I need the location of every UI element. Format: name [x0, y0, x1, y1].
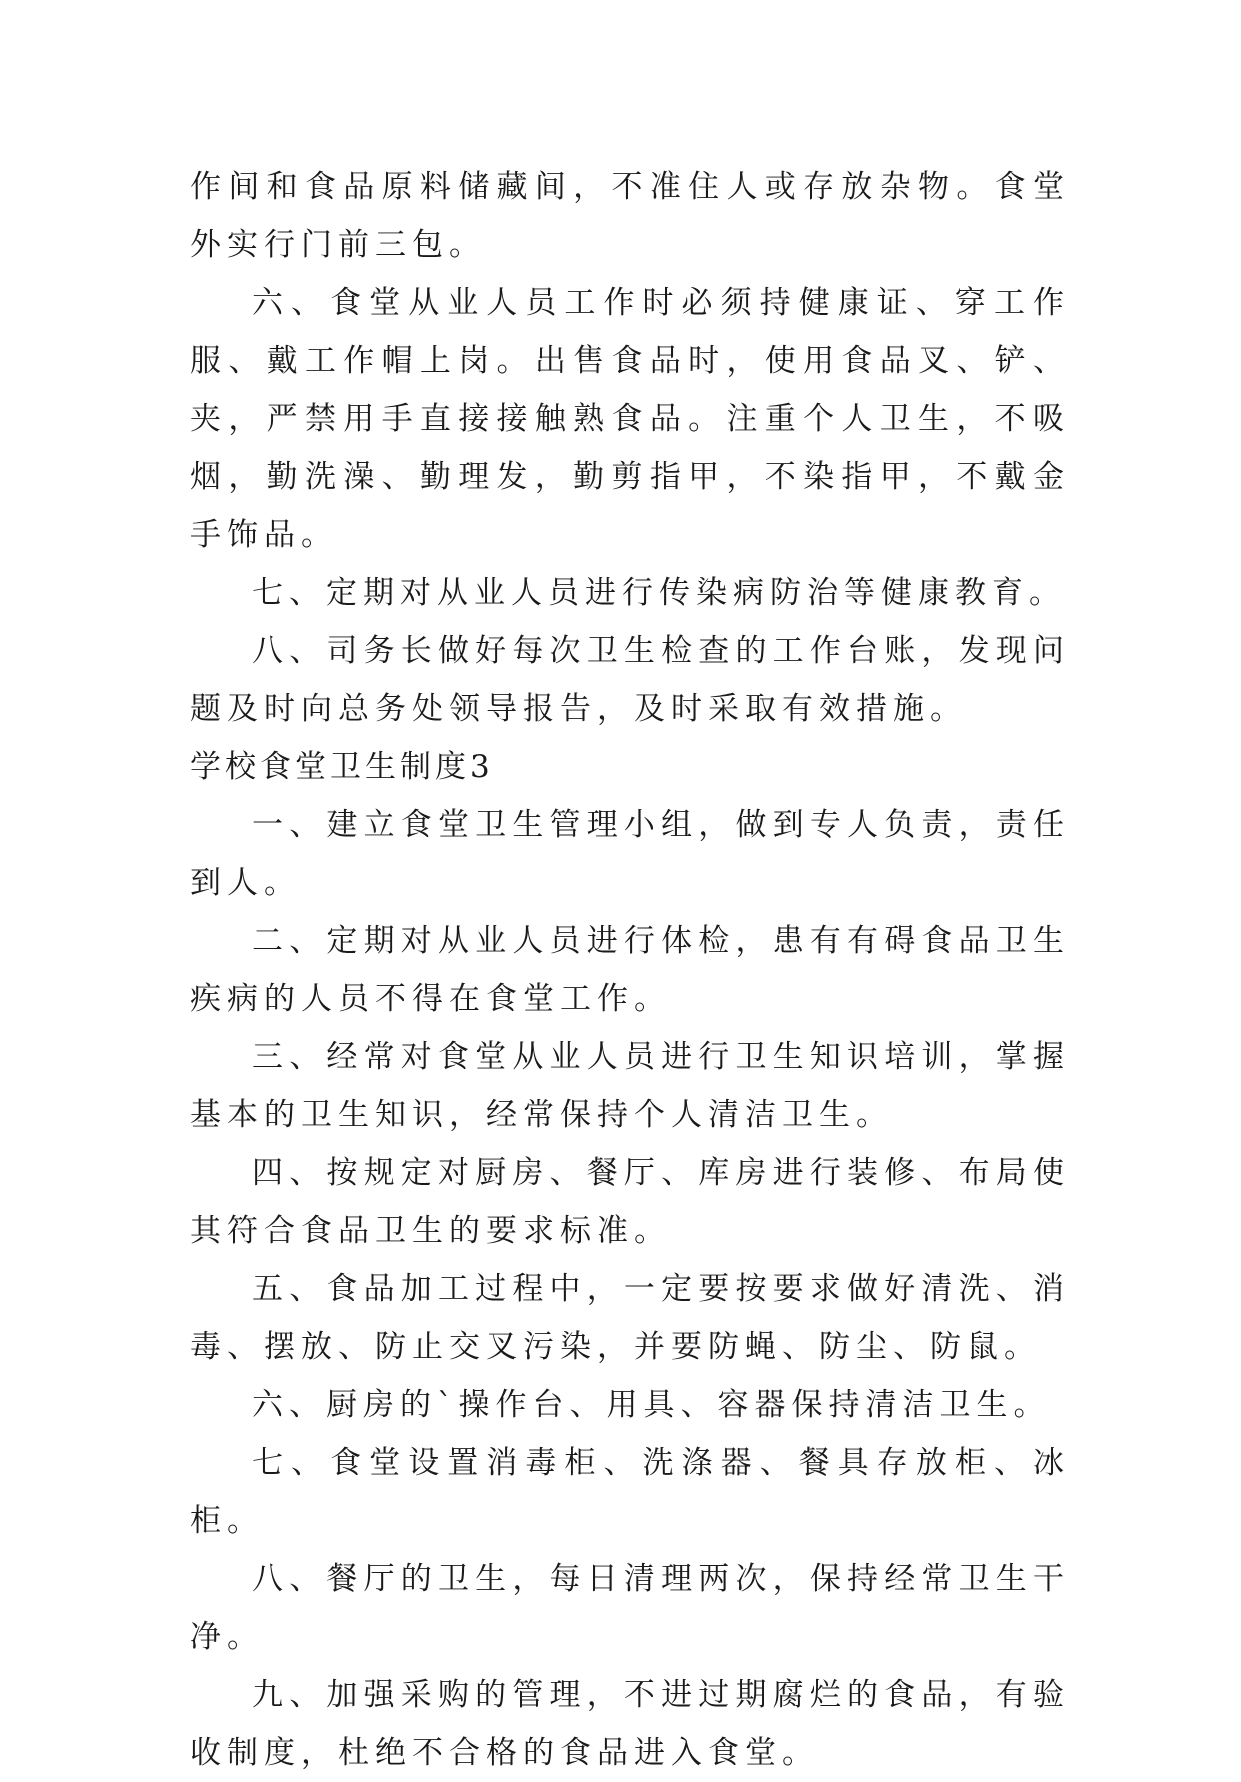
section-title: 学校食堂卫生制度3	[190, 749, 494, 785]
paragraph-continuation: 作间和食品原料储藏间，不准住人或存放杂物。食堂外实行门前三包。	[190, 169, 1070, 263]
section-rule-7: 七、食堂设置消毒柜、洗涤器、餐具存放柜、冰柜。	[190, 1445, 1070, 1539]
section-rule-5: 五、食品加工过程中，一定要按要求做好清洗、消毒、摆放、防止交叉污染，并要防蝇、防尘、防鼠。	[190, 1271, 1070, 1365]
paragraph-rule-6: 六、食堂从业人员工作时必须持健康证、穿工作服、戴工作帽上岗。出售食品时，使用食品叉、铲、夹，严禁用手直接接触熟食品。注重个人卫生，不吸烟，勤洗澡、勤理发，勤剪指甲，不染指甲，不戴金手饰品。	[190, 285, 1070, 553]
section-rule-2: 二、定期对从业人员进行体检，患有有碍食品卫生疾病的人员不得在食堂工作。	[190, 923, 1070, 1017]
document-body	[190, 158, 1070, 1782]
section-rule-1: 一、建立食堂卫生管理小组，做到专人负责，责任到人。	[190, 807, 1070, 901]
section-rule-3: 三、经常对食堂从业人员进行卫生知识培训，掌握基本的卫生知识，经常保持个人清洁卫生。	[190, 1039, 1070, 1133]
section-rule-9: 九、加强采购的管理，不进过期腐烂的食品，有验收制度，杜绝不合格的食品进入食堂。	[190, 1677, 1070, 1771]
section-rule-8: 八、餐厅的卫生，每日清理两次，保持经常卫生干净。	[190, 1561, 1070, 1655]
section-rule-6: 六、厨房的`操作台、用具、容器保持清洁卫生。	[252, 1387, 1051, 1423]
paragraph-rule-7: 七、定期对从业人员进行传染病防治等健康教育。	[252, 575, 1066, 611]
section-rule-4: 四、按规定对厨房、餐厅、库房进行装修、布局使其符合食品卫生的要求标准。	[190, 1155, 1070, 1249]
paragraph-rule-8: 八、司务长做好每次卫生检查的工作台账，发现问题及时向总务处领导报告，及时采取有效措施。	[190, 633, 1070, 727]
